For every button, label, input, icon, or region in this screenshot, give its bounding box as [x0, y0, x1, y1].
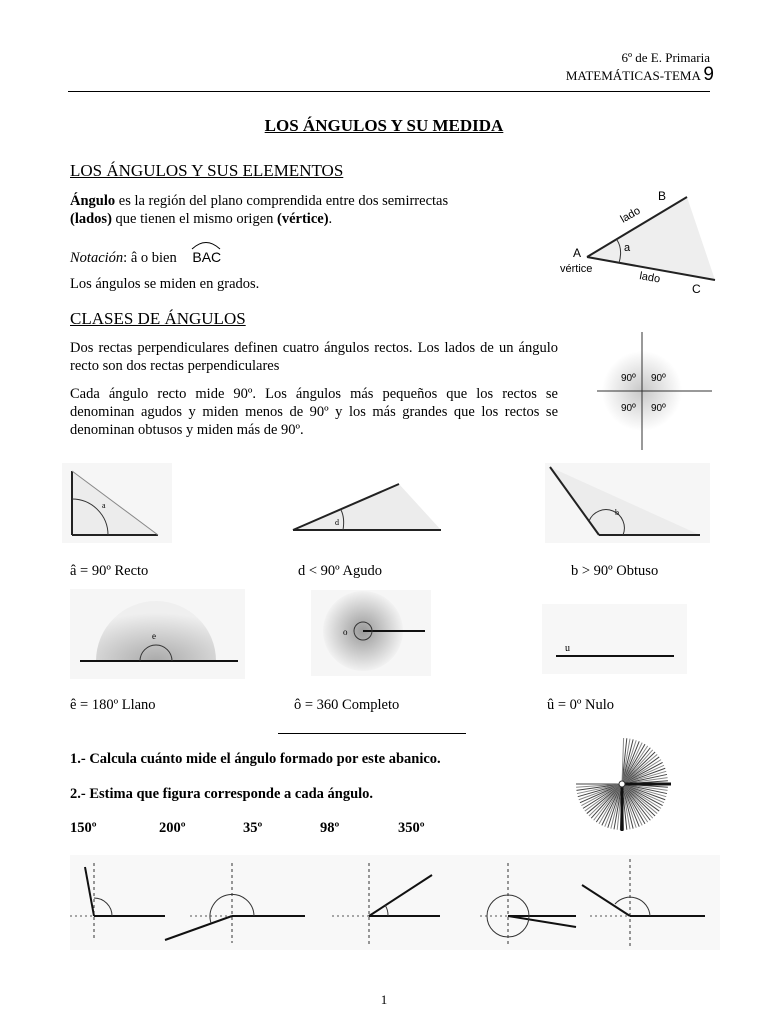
- fig-label-o: o: [343, 627, 348, 637]
- def-term: Ángulo: [70, 193, 116, 209]
- subject-text: MATEMÁTICAS-TEMA: [565, 68, 701, 83]
- def-text-1: es la región del plano comprendida entre dos semirrectas: [115, 193, 449, 209]
- null-angle-figure: [542, 604, 687, 674]
- notation-label: Notación: [70, 250, 124, 266]
- fig-label-u: u: [565, 643, 570, 654]
- estimation-figures: [70, 855, 720, 950]
- def-vertice: (vértice): [277, 211, 329, 227]
- completo-caption: ô = 360 Completo: [294, 697, 400, 713]
- straight-angle-figure: [70, 589, 245, 679]
- classes-paragraph-1: Dos rectas perpendiculares definen cuatro ángulos rectos. Los lados de un ángulo recto son dos rectas perpendiculares: [70, 340, 558, 374]
- angle-elements-figure: [555, 185, 720, 300]
- quadrant-label: 90º: [651, 403, 666, 414]
- notation-symbol: [192, 249, 221, 265]
- def-end: .: [328, 211, 333, 227]
- fig-label-b: b: [615, 508, 619, 517]
- angle-value: 35º: [243, 820, 263, 836]
- notation-line: [70, 248, 221, 267]
- angle-definition: [70, 192, 550, 228]
- fig-label-a: a: [102, 501, 106, 510]
- side-label-2: lado: [638, 270, 662, 286]
- full-angle-figure: [311, 590, 431, 676]
- point-a-label: A: [573, 246, 582, 260]
- obtuse-angle-figure: [545, 463, 710, 543]
- page-number: 1: [380, 992, 388, 1007]
- notation-text: : â o bien: [123, 250, 177, 266]
- exercise-1: 1.- Calcula cuánto mide el ángulo formado por este abanico.: [70, 751, 441, 767]
- obtuso-caption: b > 90º Obtuso: [571, 563, 659, 579]
- llano-caption: ê = 180º Llano: [70, 697, 156, 713]
- side-label-1: lado: [618, 204, 643, 226]
- point-b-label: B: [658, 189, 667, 203]
- vertex-label: vértice: [560, 263, 593, 275]
- header-rule: [68, 91, 710, 92]
- fig-label-e: e: [152, 631, 156, 641]
- separator-line: [278, 733, 466, 734]
- quadrant-label: 90º: [651, 373, 666, 384]
- arc-hat-icon: [190, 240, 226, 250]
- section-heading-elements: LOS ÁNGULOS Y SUS ELEMENTOS: [70, 161, 344, 180]
- def-text-2: que tienen el mismo origen: [111, 211, 278, 227]
- subject-label: [500, 64, 714, 86]
- angle-value: 200º: [159, 820, 186, 836]
- agudo-caption: d < 90º Agudo: [298, 563, 382, 579]
- quadrant-label: 90º: [621, 373, 636, 384]
- classes-paragraph-2: Cada ángulo recto mide 90º. Los ángulos más pequeños que los rectos se denominan agudos y miden menos de 90º y los más grandes que los rectos se denominan obtusos y miden más de 90º.: [70, 386, 558, 438]
- fig-label-d: d: [335, 518, 339, 527]
- point-c-label: C: [692, 282, 701, 296]
- acute-angle-figure: [287, 482, 447, 532]
- recto-caption: â = 90º Recto: [70, 563, 149, 579]
- exercise-2: 2.- Estima que figura corresponde a cada ángulo.: [70, 786, 374, 802]
- notation-symbol-text: BAC: [192, 249, 222, 265]
- units-text: Los ángulos se miden en grados.: [70, 276, 260, 292]
- unit-number: 9: [703, 64, 714, 85]
- angle-value: 98º: [320, 820, 340, 836]
- course-label: 6º de E. Primaria: [621, 50, 710, 65]
- right-angle-figure: [62, 463, 172, 543]
- section-heading-classes: CLASES DE ÁNGULOS: [70, 309, 246, 328]
- perpendicular-figure: [597, 330, 712, 452]
- fan-figure: [567, 737, 672, 832]
- nulo-caption: û = 0º Nulo: [547, 697, 615, 713]
- angle-a-label: a: [624, 242, 631, 254]
- angle-value: 150º: [70, 820, 97, 836]
- angle-value: 350º: [398, 820, 425, 836]
- page-title: LOS ÁNGULOS Y SU MEDIDA: [264, 116, 504, 135]
- quadrant-label: 90º: [621, 403, 636, 414]
- def-lados: (lados): [70, 211, 112, 227]
